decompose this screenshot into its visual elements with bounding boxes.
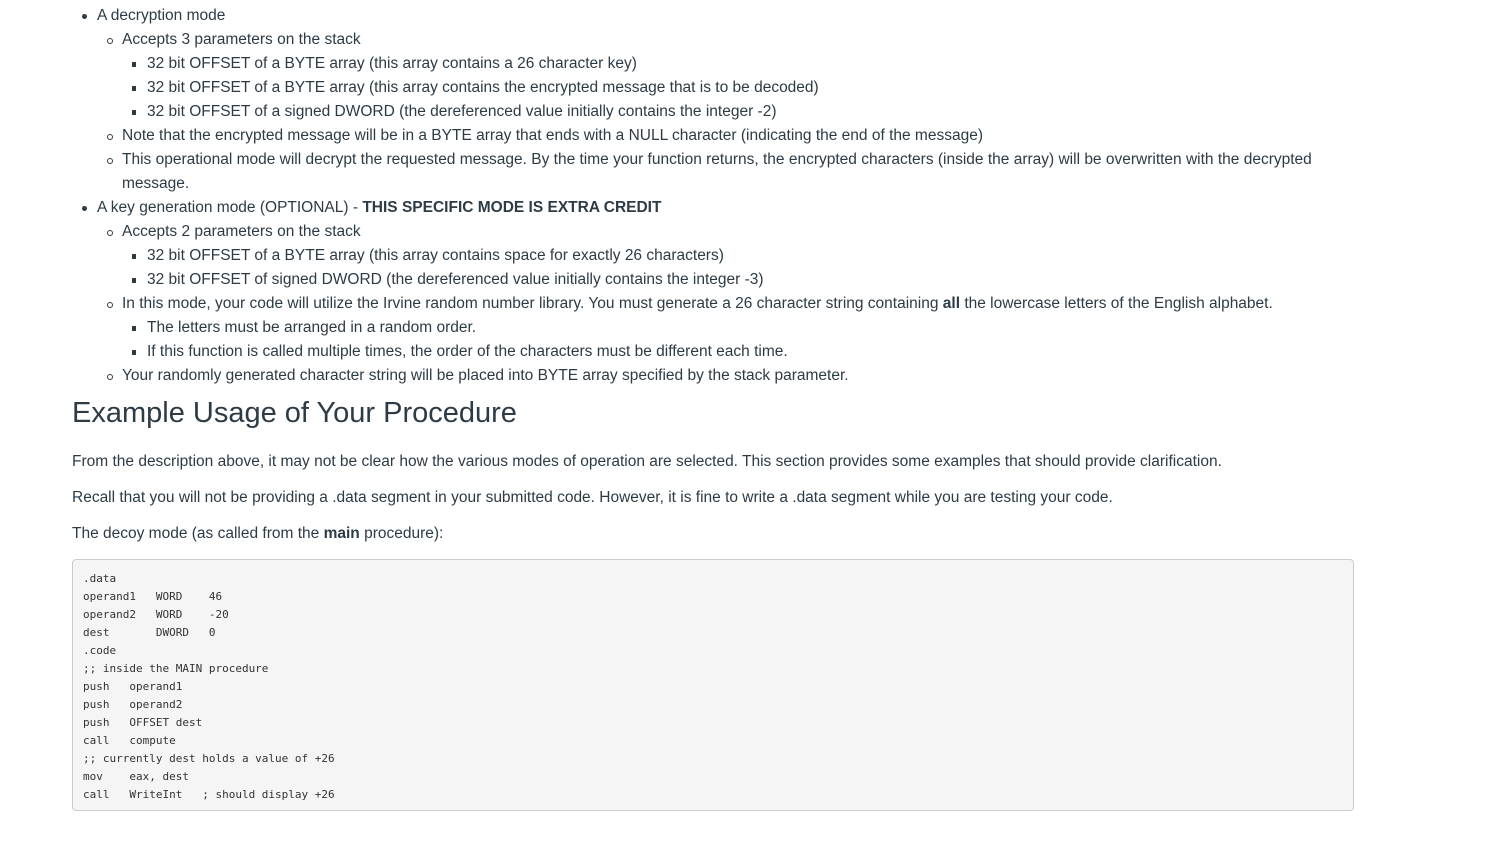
list-item-irvine-sub	[122, 316, 1362, 340]
list-item-param	[122, 76, 1362, 100]
bullet-square-icon	[132, 86, 136, 91]
intro-paragraph: From the description above, it may not be clear how the various modes of operation are selected. This section provides some examples that should provide clarification.	[72, 453, 1222, 470]
list-item-param	[122, 52, 1362, 76]
bullet-square-icon	[132, 278, 136, 283]
code-line: dest DWORD 0	[83, 626, 216, 639]
bullet-circle-icon	[107, 302, 113, 308]
param-text: 32 bit OFFSET of a BYTE array (this array contains the encrypted message that is to be decoded)	[147, 79, 819, 96]
list-item-irvine-sub	[122, 340, 1362, 364]
irvine-prefix: In this mode, your code will utilize the Irvine random number library. You must generate a 26 character string containing	[122, 295, 943, 312]
decoy-bold-main: main	[323, 525, 360, 542]
bullet-disc-icon	[82, 14, 87, 19]
bullet-square-icon	[132, 110, 136, 115]
bullet-circle-icon	[107, 230, 113, 236]
bullet-square-icon	[132, 62, 136, 67]
code-line: ;; inside the MAIN procedure	[83, 662, 269, 675]
code-line: push operand1	[83, 680, 183, 693]
keygen-label-prefix: A key generation mode (OPTIONAL) -	[97, 199, 363, 216]
bullet-circle-icon	[107, 374, 113, 380]
param-text: 32 bit OFFSET of signed DWORD (the dereferenced value initially contains the integer -3)	[147, 271, 764, 288]
param-text: 32 bit OFFSET of a BYTE array (this array contains space for exactly 26 characters)	[147, 247, 724, 264]
irvine-sub-text: If this function is called multiple times, the order of the characters must be different each time.	[147, 343, 788, 360]
code-line: operand1 WORD 46	[83, 590, 223, 603]
list-item-keygen-mode	[72, 196, 1362, 388]
modes-list	[72, 4, 1362, 388]
section-heading: Example Usage of Your Procedure	[72, 397, 517, 429]
irvine-suffix: the lowercase letters of the English alphabet.	[960, 295, 1273, 312]
decoy-suffix: procedure):	[359, 525, 444, 542]
code-line: call WriteInt ; should display +26	[83, 788, 335, 801]
operational-line2: message.	[122, 175, 190, 192]
decoy-mode-paragraph	[72, 523, 443, 545]
keygen-label-bold: THIS SPECIFIC MODE IS EXTRA CREDIT	[362, 199, 662, 216]
operational-line1: This operational mode will decrypt the requested message. By the time your function returns, the encrypted characters (inside the array) will be overwritten with the decrypted	[122, 151, 1312, 168]
decryption-sublist	[97, 28, 1362, 196]
code-line: mov eax, dest	[83, 770, 189, 783]
code-line: operand2 WORD -20	[83, 608, 229, 621]
keygen-params-list	[122, 244, 1362, 292]
list-item-params	[97, 220, 1362, 292]
decoy-prefix: The decoy mode (as called from the	[72, 525, 324, 542]
data-segment-paragraph: Recall that you will not be providing a .data segment in your submitted code. However, it is fine to write a .data segment while you are testing your code.	[72, 489, 1113, 506]
list-item-param	[122, 268, 1362, 292]
list-item-placement	[97, 364, 1362, 388]
irvine-bold: all	[942, 295, 961, 312]
code-line: ;; currently dest holds a value of +26	[83, 752, 335, 765]
decryption-mode-label: A decryption mode	[97, 7, 226, 24]
code-line: .data	[83, 572, 117, 585]
list-item-param	[122, 244, 1362, 268]
irvine-sub-text: The letters must be arranged in a random order.	[147, 319, 477, 336]
bullet-square-icon	[132, 254, 136, 259]
assignment-content	[72, 4, 1362, 388]
irvine-sublist	[122, 316, 1362, 364]
bullet-disc-icon	[82, 206, 87, 211]
list-item-decryption-mode	[72, 4, 1362, 196]
bullet-circle-icon	[107, 134, 113, 140]
list-item-operational	[97, 148, 1362, 196]
placement-text: Your randomly generated character string will be placed into BYTE array specified by the stack parameter.	[122, 367, 849, 384]
code-line: push OFFSET dest	[83, 716, 203, 729]
bullet-square-icon	[132, 350, 136, 355]
keygen-params-label: Accepts 2 parameters on the stack	[122, 223, 361, 240]
decryption-note: Note that the encrypted message will be in a BYTE array that ends with a NULL character (indicating the end of the message)	[122, 127, 983, 144]
code-block	[72, 559, 1354, 811]
param-text: 32 bit OFFSET of a BYTE array (this array contains a 26 character key)	[147, 55, 637, 72]
list-item-irvine	[97, 292, 1362, 364]
list-item-params	[97, 28, 1362, 124]
decryption-params-list	[122, 52, 1362, 124]
decryption-params-label: Accepts 3 parameters on the stack	[122, 31, 361, 48]
code-line: .code	[83, 644, 117, 657]
list-item-param	[122, 100, 1362, 124]
bullet-circle-icon	[107, 158, 113, 164]
keygen-sublist	[97, 220, 1362, 388]
code-line: call compute	[83, 734, 176, 747]
list-item-note	[97, 124, 1362, 148]
param-text: 32 bit OFFSET of a signed DWORD (the dereferenced value initially contains the integer -2)	[147, 103, 777, 120]
bullet-square-icon	[132, 326, 136, 331]
code-line: push operand2	[83, 698, 183, 711]
bullet-circle-icon	[107, 38, 113, 44]
